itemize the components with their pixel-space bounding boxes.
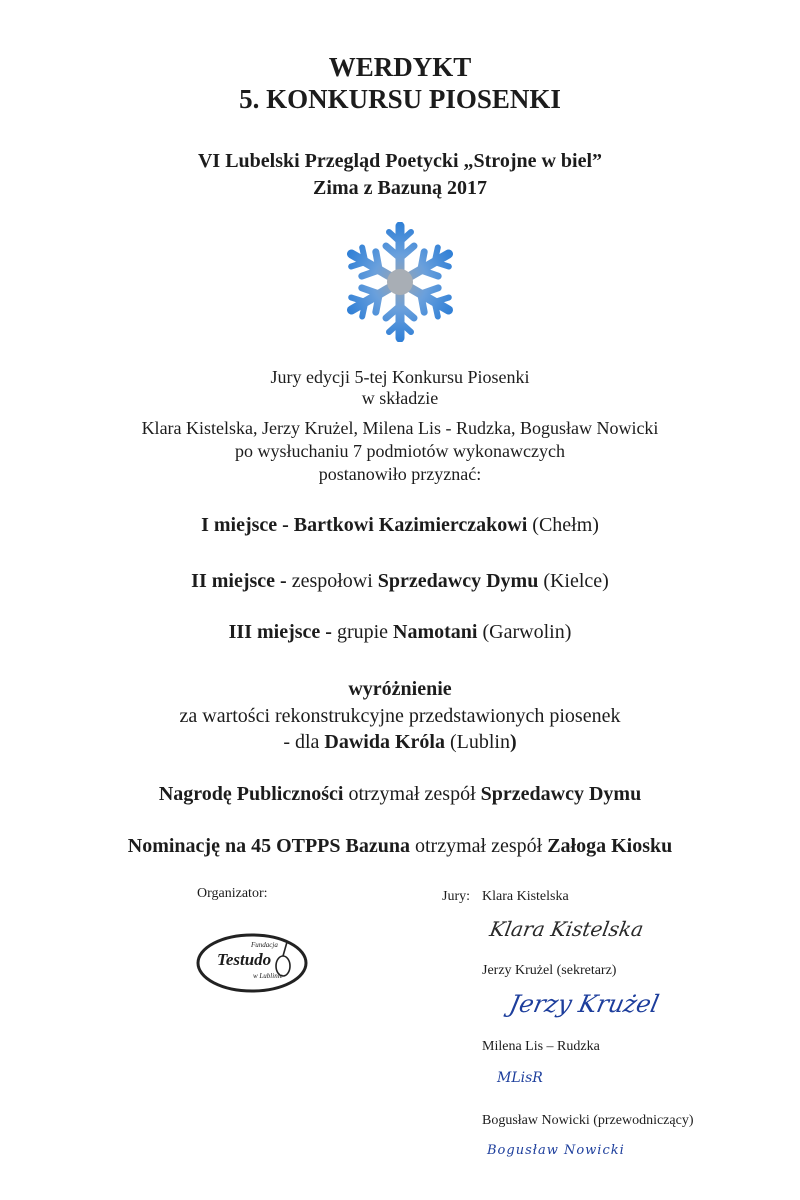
testudo-logo xyxy=(195,930,313,996)
jury-member-name: Klara Kistelska xyxy=(482,889,569,904)
logo-small-top: Fundacja xyxy=(251,941,278,949)
audience-award: Nagrodę Publiczności otrzymał zespół Sprzedawcy Dymu xyxy=(158,783,642,805)
award-first-place: I miejsce - Bartkowi Kazimierczakowi (Chełm) xyxy=(201,514,599,536)
jury-member-name: Jerzy Krużel (sekretarz) xyxy=(482,963,617,978)
title-line-2: 5. KONKURSU PIOSENKI xyxy=(239,84,561,114)
jury-label: Jury: xyxy=(442,889,470,904)
organizer-label: Organizator: xyxy=(197,886,268,901)
signature: Klara Kistelska xyxy=(487,917,646,941)
distinction-reason: za wartości rekonstrukcyjne przedstawionych piosenek xyxy=(179,705,621,727)
intro-line: w składzie xyxy=(361,388,439,408)
signature: Jerzy Krużel xyxy=(507,990,662,1018)
jury-member-name: Milena Lis – Rudzka xyxy=(482,1039,600,1054)
signature: MLisR xyxy=(497,1070,543,1086)
logo-name: Testudo xyxy=(217,950,272,969)
award-third-place: III miejsce - grupie Namotani (Garwolin) xyxy=(228,621,572,643)
award-second-place: II miejsce - zespołowi Sprzedawcy Dymu (Kielce) xyxy=(191,570,609,592)
intro-line: postanowiło przyznać: xyxy=(318,464,482,484)
logo-small-bottom: w Lublinie xyxy=(253,972,283,980)
distinction-recipient: - dla Dawida Króla (Lublin) xyxy=(283,731,517,753)
distinction-heading: wyróżnienie xyxy=(348,678,452,700)
intro-line: Klara Kistelska, Jerzy Krużel, Milena Lis - Rudzka, Bogusław Nowicki xyxy=(141,418,659,438)
signature: Bogusław Nowicki xyxy=(487,1143,625,1158)
title-line-1: WERDYKT xyxy=(328,52,472,82)
subtitle-line-2: Zima z Bazuną 2017 xyxy=(313,177,487,199)
intro-line: Jury edycji 5-tej Konkursu Piosenki xyxy=(270,367,530,387)
nomination-award: Nominację na 45 OTPPS Bazuna otrzymał zespół Załoga Kiosku xyxy=(127,835,673,857)
intro-line: po wysłuchaniu 7 podmiotów wykonawczych xyxy=(235,441,565,461)
jury-member-name: Bogusław Nowicki (przewodniczący) xyxy=(482,1113,694,1128)
subtitle-line-1: VI Lubelski Przegląd Poetycki „Strojne w biel” xyxy=(197,150,603,172)
snowflake-icon xyxy=(332,222,468,342)
